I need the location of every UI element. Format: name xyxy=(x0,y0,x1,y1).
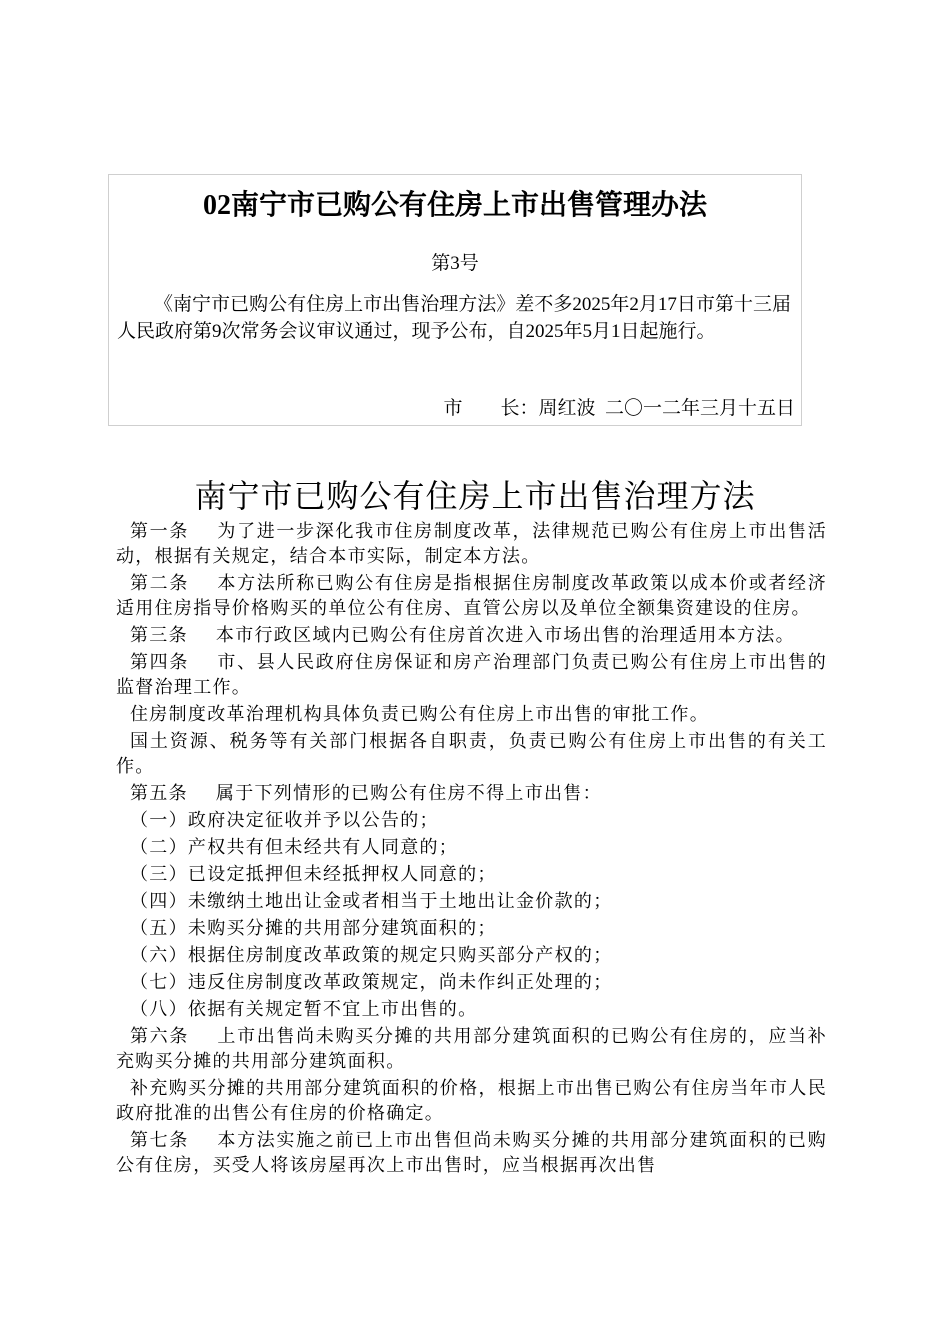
paragraph-text: 住房制度改革治理机构具体负责已购公有住房上市出售的审批工作。 xyxy=(130,704,709,725)
article-label: 第五条 xyxy=(130,783,188,804)
notice-body: 《南宁市已购公有住房上市出售治理方法》差不多2025年2月17日市第十三届人民政府第9次常务会议审议通过，现予公布，自2025年5月1日起施行。 xyxy=(117,294,791,342)
paragraph xyxy=(116,889,827,914)
notice-signature: 市 长：周红波 二〇一二年三月十五日 xyxy=(443,398,795,419)
paragraph-text: 市、县人民政府住房保证和房产治理部门负责已购公有住房上市出售的监督治理工作。 xyxy=(116,652,827,698)
paragraph-text: （八）依据有关规定暂不宜上市出售的。 xyxy=(130,999,478,1020)
article-label: 第四条 xyxy=(130,652,190,673)
paragraph-text: （七）违反住房制度改革政策规定，尚未作纠正处理的； xyxy=(130,972,613,993)
paragraph-text: 国土资源、税务等有关部门根据各自职责，负责已购公有住房上市出售的有关工作。 xyxy=(116,731,827,777)
notice-title: 02南宁市已购公有住房上市出售管理办法 xyxy=(202,190,707,221)
paragraph-text: （三）已设定抵押但未经抵押权人同意的； xyxy=(130,864,497,885)
paragraph-text: 本方法所称已购公有住房是指根据住房制度改革政策以成本价或者经济适用住房指导价格购买的单位公有住房、直管公房以及单位全额集资建设的住房。 xyxy=(116,573,827,619)
paragraph-text: 上市出售尚未购买分摊的共用部分建筑面积的已购公有住房的，应当补充购买分摊的共用部分建筑面积。 xyxy=(116,1026,827,1072)
paragraph-text: （二）产权共有但未经共有人同意的； xyxy=(130,837,459,858)
document-title: 南宁市已购公有住房上市出售治理方法 xyxy=(194,477,756,515)
article-label: 第六条 xyxy=(130,1026,190,1047)
paragraph xyxy=(116,1076,827,1126)
paragraph xyxy=(116,943,827,968)
paragraph-text: 本方法实施之前已上市出售但尚未购买分摊的共用部分建筑面积的已购公有住房，买受人将该房屋再次上市出售时，应当根据再次出售 xyxy=(116,1130,827,1176)
paragraph xyxy=(116,835,827,860)
article-label: 第一条 xyxy=(130,521,190,542)
article-paragraph xyxy=(116,623,827,648)
document-body xyxy=(116,519,827,1180)
article-paragraph xyxy=(116,650,827,700)
paragraph xyxy=(116,916,827,941)
article-label: 第二条 xyxy=(130,573,190,594)
article-paragraph xyxy=(116,781,827,806)
paragraph xyxy=(116,729,827,779)
paragraph-text: 属于下列情形的已购公有住房不得上市出售： xyxy=(215,783,602,804)
article-label: 第三条 xyxy=(130,625,188,646)
article-paragraph xyxy=(116,1024,827,1074)
paragraph xyxy=(116,862,827,887)
paragraph-text: （六）根据住房制度改革政策的规定只购买部分产权的； xyxy=(130,945,613,966)
paragraph-text: 补充购买分摊的共用部分建筑面积的价格，根据上市出售已购公有住房当年市人民政府批准的出售公有住房的价格确定。 xyxy=(116,1078,827,1124)
paragraph xyxy=(116,997,827,1022)
paragraph-text: 为了进一步深化我市住房制度改革，法律规范已购公有住房上市出售活动，根据有关规定，结合本市实际，制定本方法。 xyxy=(116,521,827,567)
article-paragraph xyxy=(116,1128,827,1178)
notice-box xyxy=(108,174,802,426)
paragraph xyxy=(116,808,827,833)
paragraph-text: 本市行政区域内已购公有住房首次进入市场出售的治理适用本方法。 xyxy=(215,625,795,646)
paragraph-text: （四）未缴纳土地出让金或者相当于土地出让金价款的； xyxy=(130,891,613,912)
notice-number: 第3号 xyxy=(431,253,479,274)
paragraph-text: （五）未购买分摊的共用部分建筑面积的； xyxy=(130,918,497,939)
article-label: 第七条 xyxy=(130,1130,190,1151)
paragraph xyxy=(116,702,827,727)
article-paragraph xyxy=(116,571,827,621)
paragraph-text: （一）政府决定征收并予以公告的； xyxy=(130,810,439,831)
article-paragraph xyxy=(116,519,827,569)
paragraph xyxy=(116,970,827,995)
